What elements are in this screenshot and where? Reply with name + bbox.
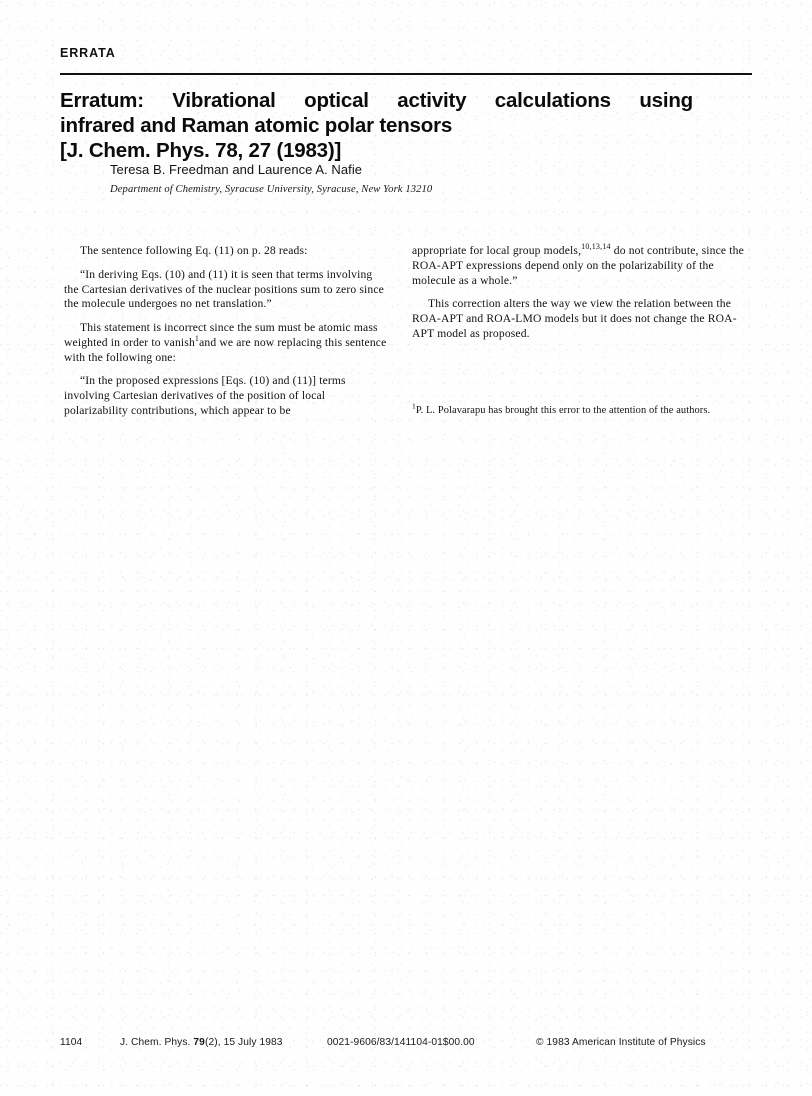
- body-column-left: [64, 244, 388, 419]
- footnote-text: P. L. Polavarapu has brought this error to the attention of the authors.: [415, 405, 711, 416]
- section-header: ERRATA: [60, 46, 116, 60]
- title-word-3: optical: [304, 89, 369, 112]
- paragraph: The sentence following Eq. (11) on p. 28 reads:: [80, 244, 308, 257]
- paragraph: “In the proposed expressions [Eqs. (10) and (11)] terms involving Cartesian derivatives of the position of local polarizability contributions, which appear to be: [64, 374, 346, 417]
- title-word-6: using: [639, 89, 693, 112]
- title-word-1: Erratum:: [60, 89, 144, 112]
- title-line-3: [J. Chem. Phys. 78, 27 (1983)]: [60, 139, 342, 162]
- paragraph-text: This statement is incorrect since the sum must be atomic mass weighted in order to vanish: [64, 321, 378, 349]
- paragraph: [412, 244, 752, 288]
- citation-suffix: (2), 15 July 1983: [204, 1037, 283, 1048]
- title-word-2: Vibrational: [172, 89, 276, 112]
- paragraph: [64, 321, 388, 365]
- author-list: Teresa B. Freedman and Laurence A. Nafie: [110, 162, 363, 177]
- footnote-reference: 1: [194, 333, 200, 343]
- paragraph-text: appropriate for local group models,: [412, 244, 582, 257]
- citation-volume: 79: [193, 1037, 205, 1048]
- title-line-1: [60, 88, 693, 113]
- header-rule: [60, 73, 752, 75]
- footer-page-number: 1104: [60, 1037, 83, 1048]
- paragraph-text-cont: do not contribute, since the ROA-APT expressions depend only on the polarizability of the molecule as a whole.”: [412, 244, 744, 287]
- citation-reference: 10,13,14: [581, 242, 611, 252]
- paragraph-text-cont: and we are now replacing this sentence with the following one:: [64, 335, 387, 364]
- footnote-marker: 1: [412, 401, 416, 411]
- footer-copyright: © 1983 American Institute of Physics: [536, 1037, 706, 1048]
- citation-prefix: J. Chem. Phys.: [120, 1037, 194, 1048]
- paragraph: This correction alters the way we view the relation between the ROA-APT and ROA-LMO models but it does not change the ROA-APT model as proposed.: [412, 297, 737, 340]
- paragraph: “In deriving Eqs. (10) and (11) it is seen that terms involving the Cartesian derivatives of the nuclear positions sum to zero since the molecule undergoes no net translation.”: [64, 267, 384, 311]
- footer-citation: [120, 1037, 283, 1048]
- footer-article-code: 0021-9606/83/141104-01$00.00: [327, 1037, 475, 1048]
- footnote: [412, 401, 760, 417]
- page-title: [60, 88, 752, 163]
- title-word-4: activity: [397, 89, 467, 112]
- body-column-right: [412, 244, 752, 342]
- title-word-5: calculations: [494, 89, 611, 112]
- affiliation: Department of Chemistry, Syracuse University, Syracuse, New York 13210: [110, 184, 433, 195]
- title-line-2: infrared and Raman atomic polar tensors: [60, 114, 453, 137]
